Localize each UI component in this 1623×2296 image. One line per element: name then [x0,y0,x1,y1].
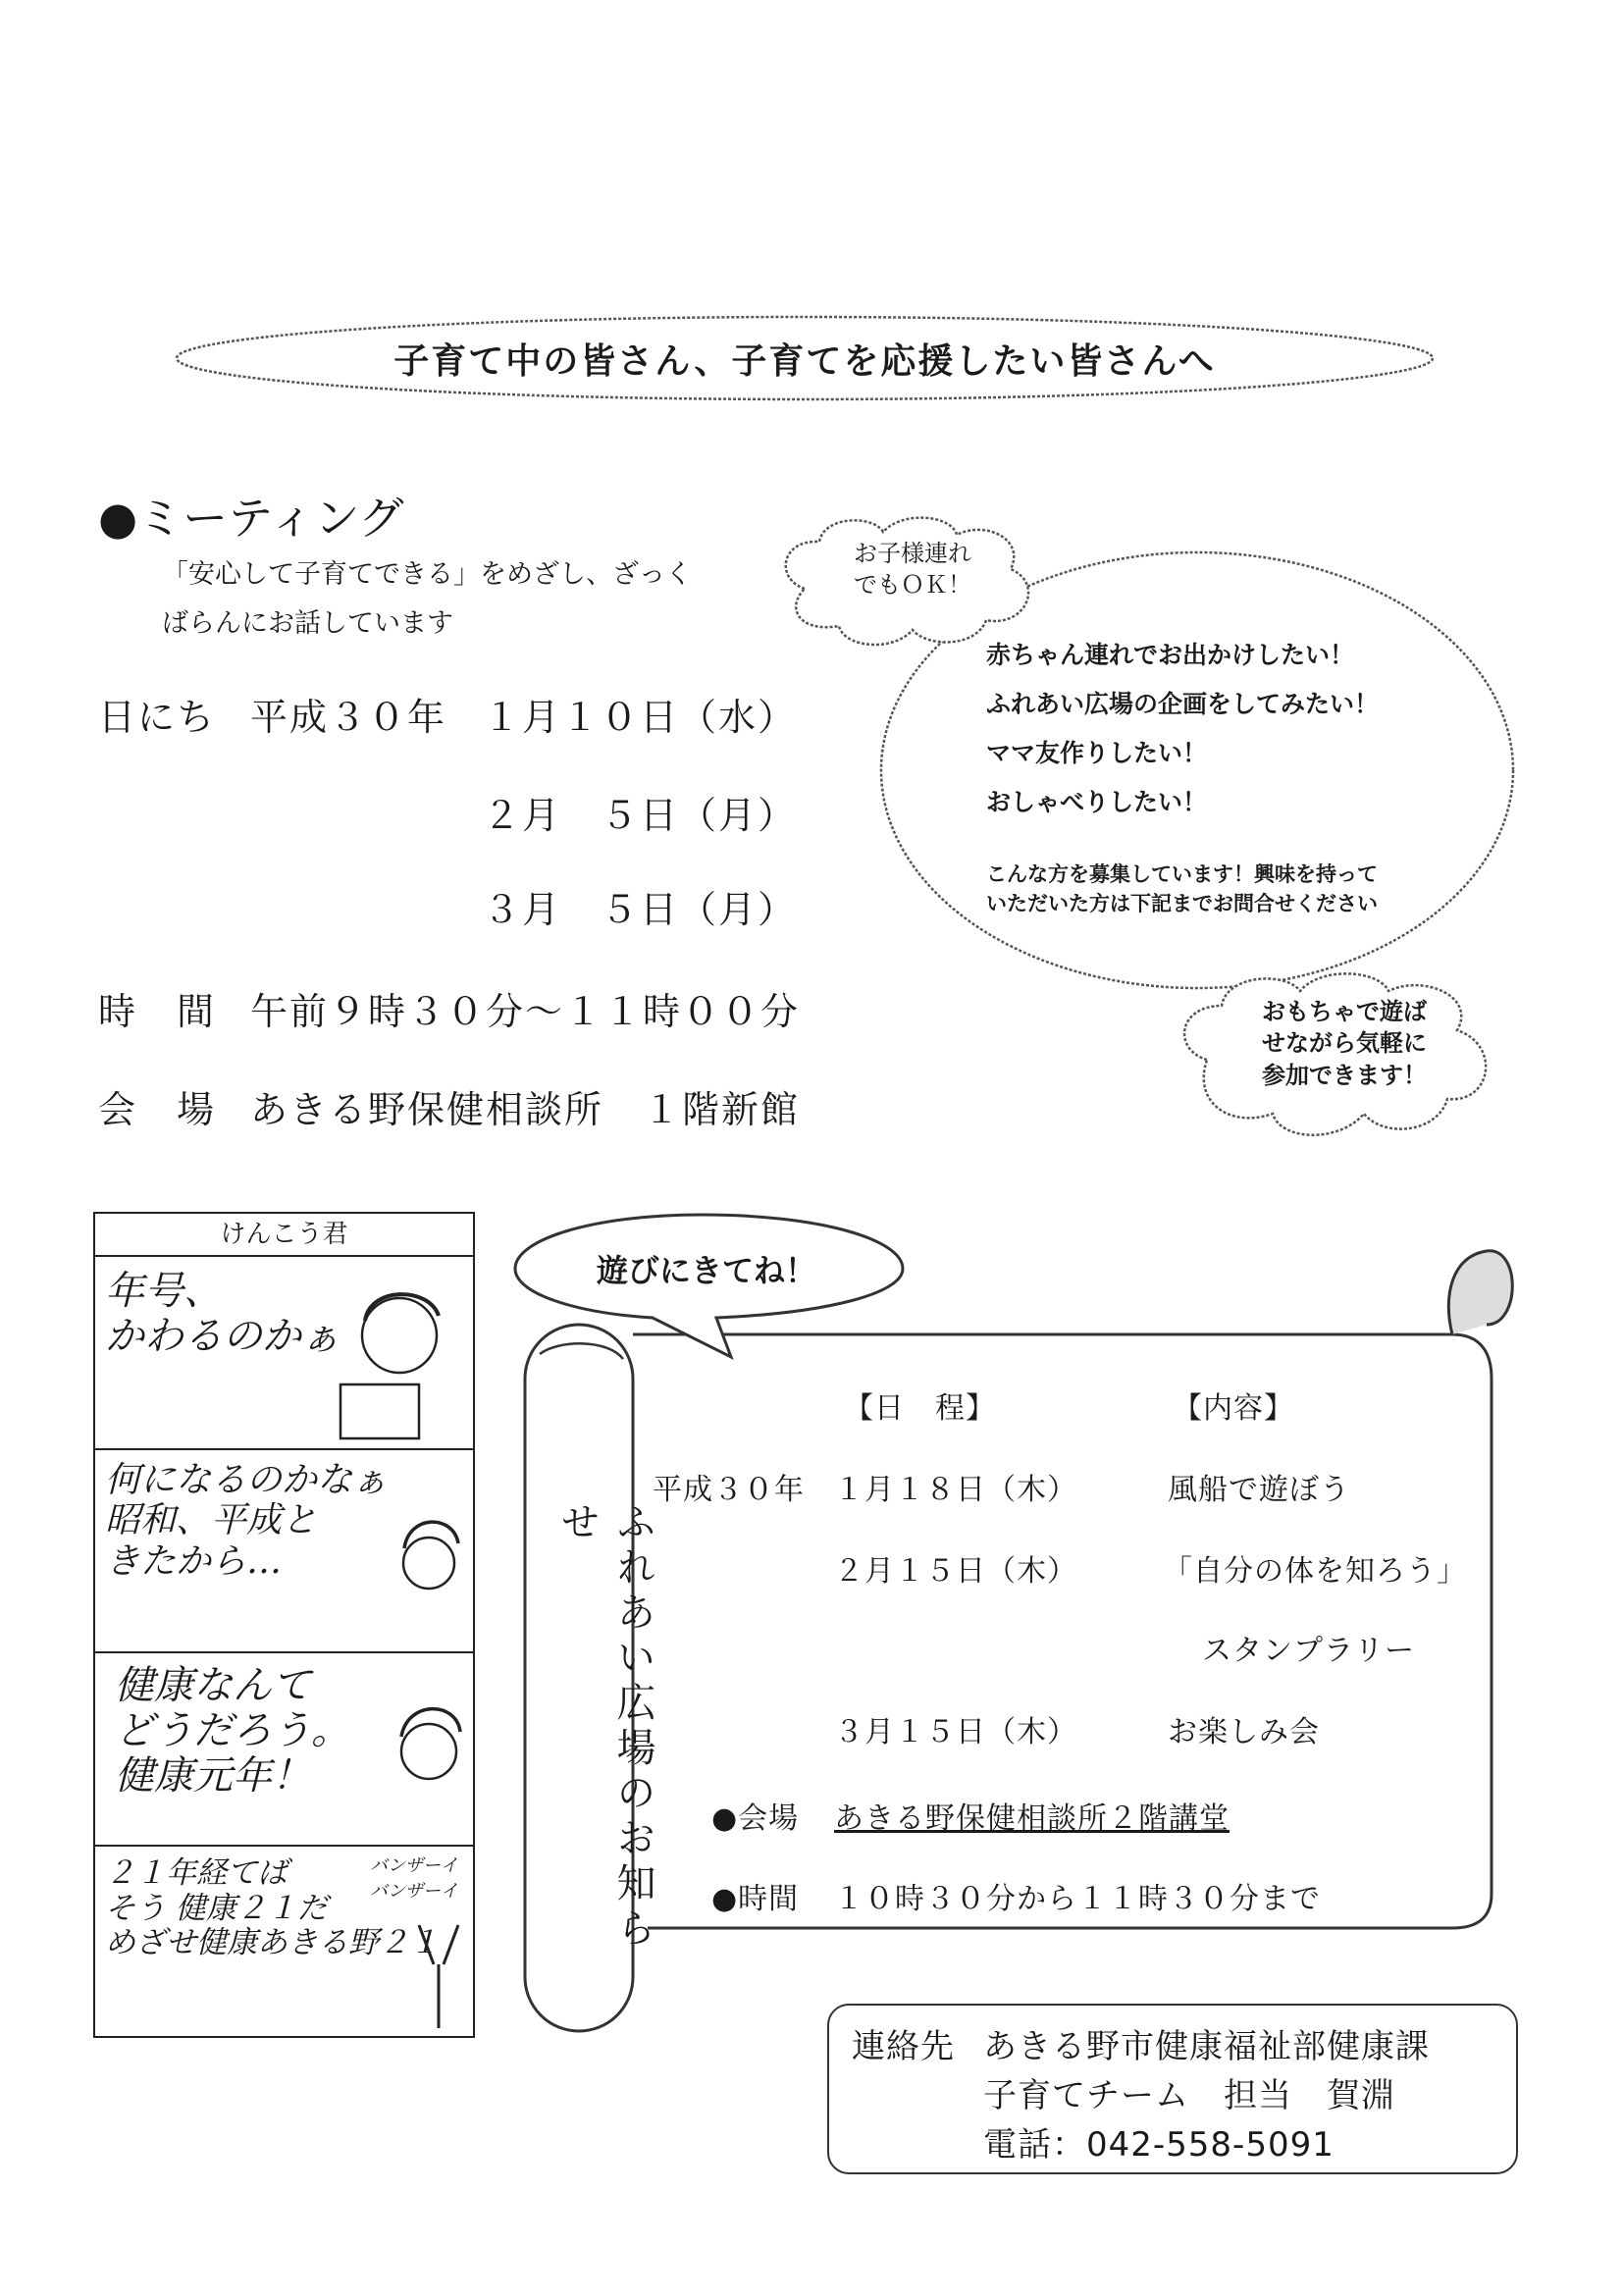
man-cheering-icon [409,1915,468,2033]
meeting-desc-line2: ばらんにお話しています [162,608,453,639]
date-era: 平成３０年 [250,696,447,739]
toys-text: おもちゃで遊ば せながら気軽に 参加できます！ [1262,998,1427,1089]
comic-title: けんこう君 [95,1214,473,1257]
meeting-desc-line1: 「安心して子育てできる」をめざし、ざっく [162,559,692,590]
schedule-content-4: お楽しみ会 [1168,1715,1320,1749]
fureai-vertical-title: ふれあい広場のお知らせ [554,1501,655,1953]
comic-panel-2-text: 何になるのかなぁ 昭和、平成と きたから… [105,1460,389,1582]
schedule-date-2: ２月１５日（木） [834,1554,1077,1589]
recruit-line-2: ふれあい広場の企画をしてみたい！ [986,690,1380,718]
date-1: １月１０日（水） [483,696,798,739]
play-speech-text: 遊びにきてね！ [596,1252,816,1289]
schedule-content-2: 「自分の体を知ろう」 [1163,1554,1467,1589]
date-3: ３月 ５日（月） [483,888,798,931]
content-header: 【内容】 [1173,1391,1294,1426]
schedule-date-4: ３月１５日（木） [834,1715,1077,1749]
schedule-date-1: １月１８日（木） [834,1473,1077,1507]
recruit-line-1: 赤ちゃん連れでお出かけしたい！ [986,641,1355,669]
recruit-note-1: こんな方を募集しています！興味を持って [986,862,1378,886]
time-label: 時 間 [98,990,217,1033]
date-label: 日にち [98,696,217,739]
comic-panel-4 [95,1847,473,2036]
man-idea-icon [390,1693,468,1830]
contact-label: 連絡先 [852,2027,955,2066]
venue-value: あきる野保健相談所 １階新館 [250,1088,801,1131]
comic-panel-3 [95,1653,473,1847]
banner-title: 子育て中の皆さん、子育てを応援したい皆さんへ [393,341,1216,382]
recruit-note-2: いただいた方は下記までお問合せください [986,892,1378,915]
comic-panel-2 [95,1450,473,1653]
fureai-venue: あきる野保健相談所２階講堂 [834,1801,1230,1836]
contact-org: あきる野市健康福祉部健康課 [983,2027,1430,2066]
kids-ok-text: お子様連れ でもＯＫ！ [854,540,971,600]
time-value: 午前９時３０分～１１時００分 [250,990,801,1033]
comic-panel-3-text: 健康なんて どうだろう。 健康元年！ [115,1663,350,1799]
comic-panel-4-text: ２１年経てば そう 健康２１だ めざせ健康あきる野２１ [105,1855,440,1961]
recruit-line-3: ママ友作りしたい！ [986,739,1208,767]
banzai-text: バンザーイ バンザーイ [370,1855,458,1902]
man-reading-icon [331,1277,468,1443]
meeting-title: ●ミーティング [98,492,404,545]
comic-panel-1 [95,1257,473,1450]
fureai-time: １０時３０分から１１時３０分まで [834,1882,1321,1916]
contact-phone: 電話：042-558-5091 [983,2125,1335,2165]
fureai-time-label: ●時間 [711,1882,800,1916]
comic-strip [93,1212,475,2038]
fureai-venue-label: ●会場 [711,1801,800,1836]
date-2: ２月 ５日（月） [483,794,798,837]
venue-label: 会 場 [98,1088,217,1131]
recruit-line-4: おしゃべりしたい！ [986,788,1208,816]
schedule-content-1: 風船で遊ぼう [1168,1473,1350,1507]
schedule-content-3: スタンプラリー [1202,1634,1415,1668]
comic-panel-1-text: 年号、 かわるのかぁ [105,1269,340,1359]
schedule-header: 【日 程】 [844,1391,996,1426]
schedule-era: 平成３０年 [653,1473,805,1507]
man-thinking-icon [390,1509,468,1637]
contact-team: 子育てチーム 担当 賀淵 [983,2076,1395,2115]
